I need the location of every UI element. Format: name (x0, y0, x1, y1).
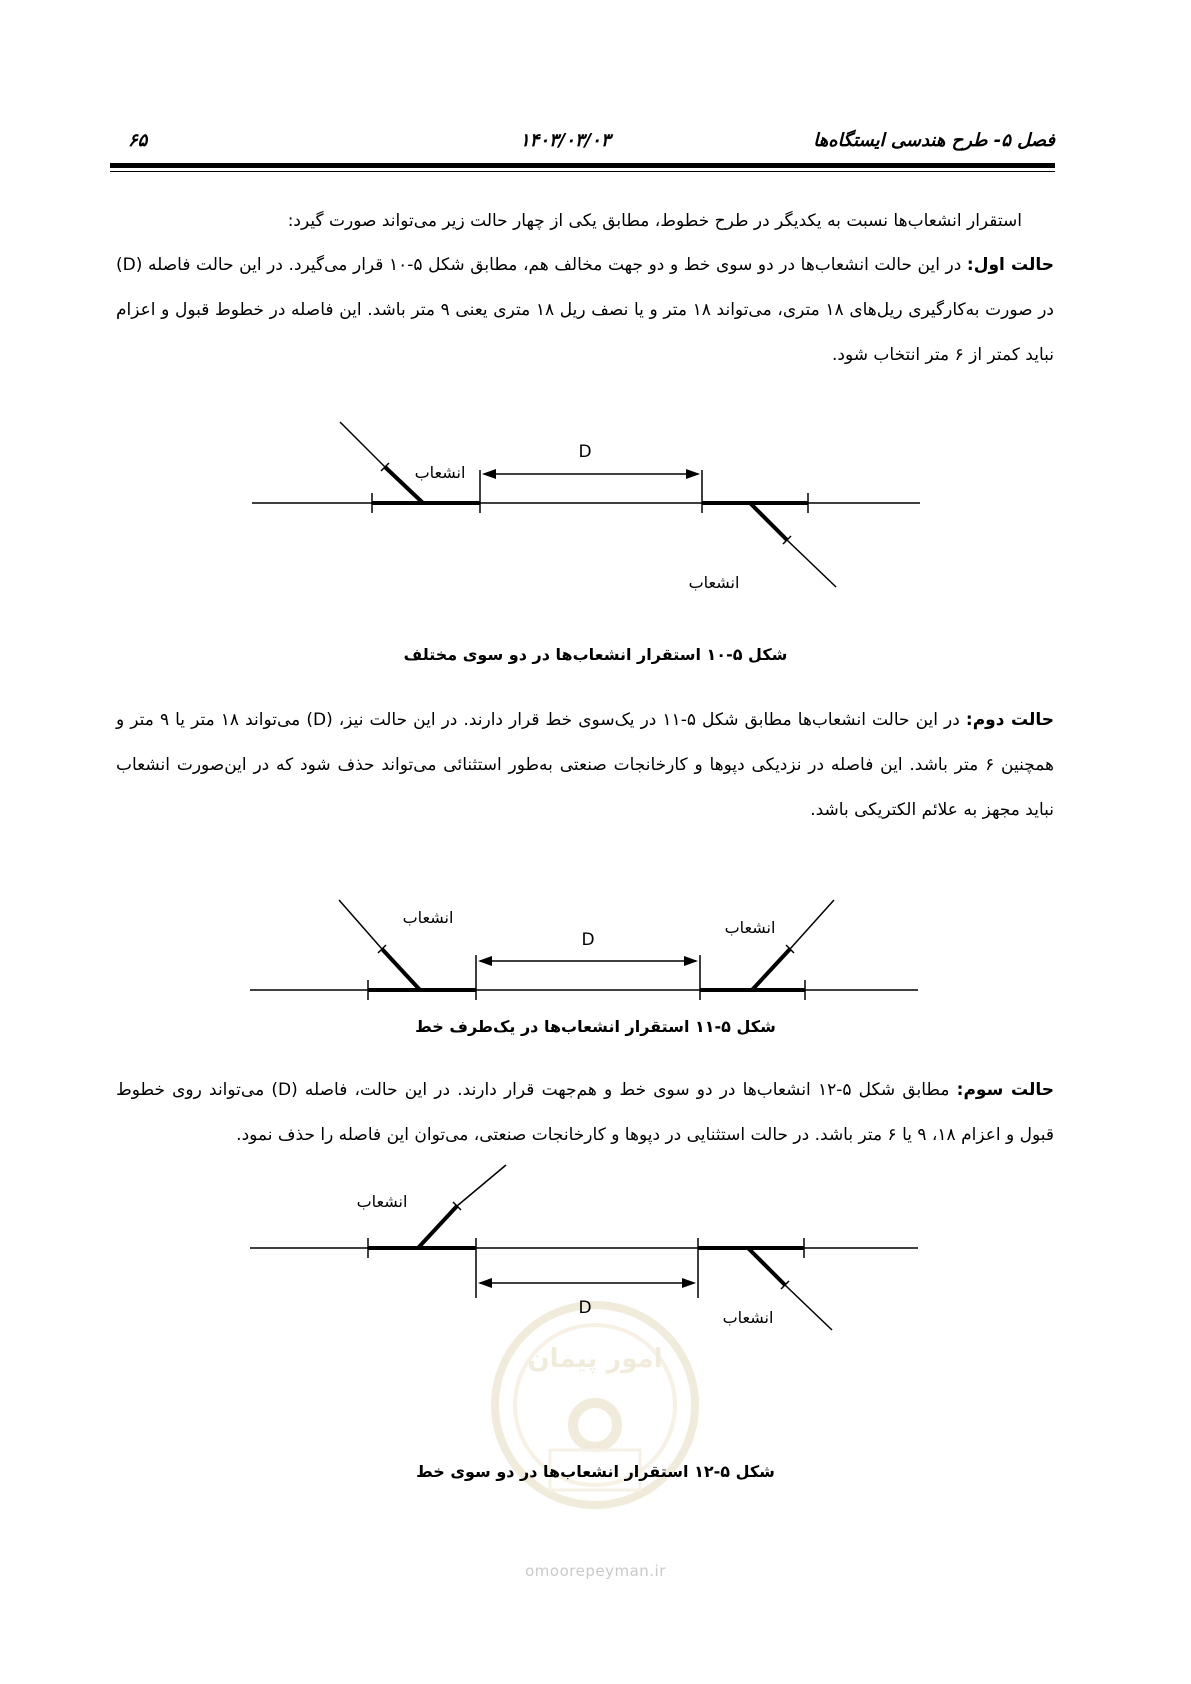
paragraph-intro (116, 199, 1054, 244)
branch-left (340, 422, 385, 467)
arrowhead-left (478, 1278, 492, 1288)
figure-caption-5-11: شکل ۵-۱۱ استقرار انشعاب‌ها در یک‌طرف خط (415, 1017, 776, 1036)
branch-label-left: انشعاب (356, 1192, 408, 1211)
branch-right-heavy (750, 503, 787, 540)
arrowhead-left (478, 956, 492, 966)
case3-text: مطابق شکل ۵-۱۲ انشعاب‌ها در دو سوی خط و هم‌جهت قرار دارند. در این حالت، فاصله (D) می‌تواند روی خطوط قبول و اعزام ۱۸، ۹ یا ۶ متر باشد. در حالت استثنایی در دپوها و کارخانجات صنعتی، می‌توان این فاصله را حذف نمود. (116, 1080, 1054, 1145)
branch-label-right: انشعاب (722, 1308, 774, 1327)
figure-caption-5-12: شکل ۵-۱۲ استقرار انشعاب‌ها در دو سوی خط (416, 1462, 775, 1481)
figure-5-12 (0, 1160, 1191, 1335)
branch-label-right: انشعاب (688, 573, 740, 592)
watermark-gear (573, 1403, 617, 1447)
branch-label-left: انشعاب (414, 463, 466, 482)
chapter-title: فصل ۵- طرح هندسی ایستگاه‌ها (813, 130, 1055, 151)
page-number: ۶۵ (128, 130, 148, 151)
branch-label-left: انشعاب (402, 908, 454, 927)
intro-text: استقرار انشعاب‌ها نسبت به یکدیگر در طرح خطوط، مطابق یکی از چهار حالت زیر می‌تواند صورت گیرد: (287, 211, 1022, 231)
branch-left (457, 1165, 506, 1206)
figure-5-11 (0, 895, 1191, 1015)
arrowhead-right (682, 1278, 696, 1288)
case1-label: حالت اول: (966, 255, 1054, 275)
branch-right (785, 1285, 832, 1330)
case3-label: حالت سوم: (956, 1080, 1054, 1100)
paragraph-case2 (116, 698, 1054, 833)
case1-text: در این حالت انشعاب‌ها در دو سوی خط و دو جهت مخالف هم، مطابق شکل ۵-۱۰ قرار می‌گیرد. در این حالت فاصله (D) در صورت به‌کارگیری ریل‌های ۱۸ متری، می‌تواند ۱۸ متر و یا نصف ریل ۱۸ متری یعنی ۹ متر باشد. این فاصله در خطوط قبول و اعزام نباید کمتر از ۶ متر انتخاب شود. (116, 255, 1054, 365)
branch-right-heavy (748, 1248, 785, 1285)
case2-text: در این حالت انشعاب‌ها مطابق شکل ۵-۱۱ در یک‌سوی خط قرار دارند. در این حالت نیز، (D) می‌تواند ۱۸ متر یا ۹ متر و همچنین ۶ متر باشد. این فاصله در نزدیکی دپوها و کارخانجات صنعتی به‌طور استثنائی می‌تواند حذف شود که در این‌صورت انشعاب نباید مجهز به علائم الکتریکی باشد. (116, 710, 1055, 820)
watermark-logo-text: امور پیمان (527, 1344, 663, 1374)
watermark-url: omoorepeyman.ir (525, 1562, 666, 1580)
case2-label: حالت دوم: (965, 710, 1055, 730)
distance-label: D (578, 1298, 592, 1318)
branch-label-right: انشعاب (724, 918, 776, 937)
header-rule-thin (110, 171, 1055, 172)
arrowhead-right (686, 469, 700, 479)
branch-left (339, 900, 382, 949)
figure-caption-5-10: شکل ۵-۱۰ استقرار انشعاب‌ها در دو سوی مختلف (403, 645, 788, 664)
branch-right (787, 540, 836, 587)
branch-right-heavy (752, 949, 790, 990)
paragraph-case3 (116, 1068, 1054, 1158)
branch-left-heavy (382, 949, 420, 990)
branch-right (790, 900, 834, 949)
distance-label: D (581, 930, 595, 950)
figure-5-10 (0, 415, 1191, 595)
arrowhead-right (684, 956, 698, 966)
branch-left-heavy (418, 1206, 457, 1248)
paragraph-case1 (116, 243, 1054, 378)
header-rule-thick (110, 163, 1055, 168)
arrowhead-left (482, 469, 496, 479)
header-date: ۱۴۰۳/۰۳/۰۳ (520, 130, 611, 151)
distance-label: D (578, 442, 592, 462)
